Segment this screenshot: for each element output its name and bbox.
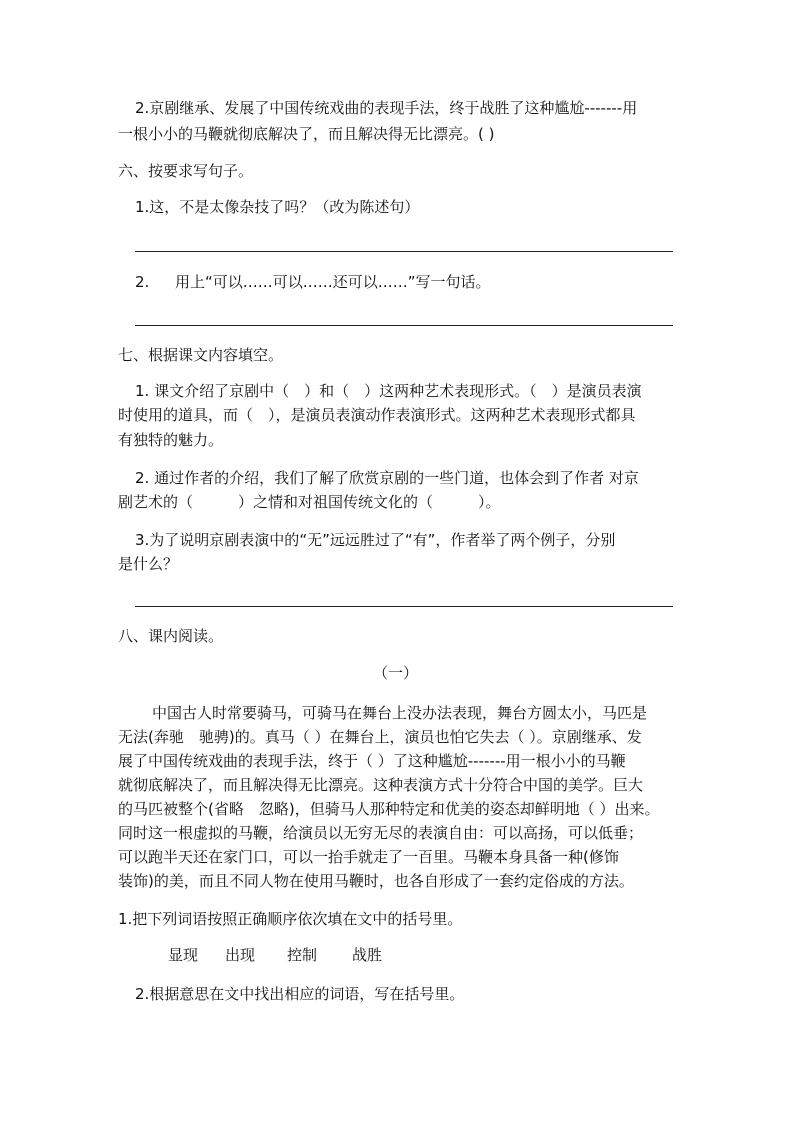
q7-item3-line2: 是什么？	[118, 555, 179, 573]
word-option: 出现	[225, 946, 256, 964]
q7-item3-answer-line[interactable]	[135, 606, 673, 607]
q5-item2-line1: 2.京剧继承、发展了中国传统戏曲的表现手法，终于战胜了这种尴尬-------用	[135, 99, 638, 117]
passage-line: 可以跑半天还在家门口，可以一抬手就走了一百里。马鞭本身具备一种(修饰	[118, 848, 619, 866]
q7-item2-line1: 2. 通过作者的介绍，我们了解了欣赏京剧的一些门道，也体会到了作者 对京	[135, 469, 639, 487]
q8-question-1: 1.把下列词语按照正确顺序依次填在文中的括号里。	[118, 910, 463, 928]
q8-question-2: 2.根据意思在文中找出相应的词语，写在括号里。	[135, 985, 465, 1003]
q7-item2-line2: 剧艺术的（ ）之情和对祖国传统文化的（ ）。	[118, 493, 501, 511]
q6-item2-number: 2.	[135, 273, 150, 291]
q6-item2-answer-line[interactable]	[135, 325, 673, 326]
passage-line: 展了中国传统戏曲的表现手法，终于（ ）了这种尴尬-------用一根小小的马鞭	[118, 752, 626, 770]
word-option: 控制	[287, 946, 318, 964]
q7-item1-line3: 有独特的魅力。	[118, 431, 224, 449]
section-7-heading: 七、根据课文内容填空。	[118, 346, 284, 364]
q5-item2-line2: 一根小小的马鞭就彻底解决了，而且解决得无比漂亮。( )	[118, 125, 495, 143]
q6-item2: 用上“可以……可以……还可以……”写一句话。	[175, 273, 491, 291]
q6-item1: 1.这，不是太像杂技了吗？（改为陈述句）	[135, 198, 420, 216]
passage-line: 的马匹被整个(省略 忽略)，但骑马人那种特定和优美的姿态却鲜明地（ ）出来。	[118, 800, 660, 818]
passage-line: 就彻底解决了，而且解决得无比漂亮。这种表演方式十分符合中国的美学。巨大	[118, 776, 644, 794]
section-8-heading: 八、课内阅读。	[118, 627, 224, 645]
passage-line: 无法(奔驰 驰骋)的。真马（ ）在舞台上，演员也怕它失去（ ）。京剧继承、发	[118, 728, 642, 746]
section-6-heading: 六、按要求写句子。	[118, 162, 254, 180]
passage-line: 装饰)的美，而且不同人物在使用马鞭时，也各自形成了一套约定俗成的方法。	[118, 872, 634, 890]
q7-item1-line1: 1. 课文介绍了京剧中（ ）和（ ）这两种艺术表现形式。（ ）是演员表演	[135, 382, 642, 400]
passage-line: 同时这一根虚拟的马鞭，给演员以无穷无尽的表演自由：可以高扬，可以低垂；	[118, 824, 644, 842]
passage-section-title: （一）	[373, 664, 419, 682]
word-option: 战胜	[352, 946, 383, 964]
passage-line: 中国古人时常要骑马，可骑马在舞台上没办法表现，舞台方圆太小，马匹是	[152, 704, 648, 722]
word-option: 显现	[168, 946, 199, 964]
q7-item3-line1: 3.为了说明京剧表演中的“无”远远胜过了“有”，作者举了两个例子，分别	[135, 531, 616, 549]
q6-item1-answer-line[interactable]	[135, 251, 673, 252]
q7-item1-line2: 时使用的道具，而（ ），是演员表演动作表演形式。这两种艺术表现形式都具	[118, 406, 636, 424]
